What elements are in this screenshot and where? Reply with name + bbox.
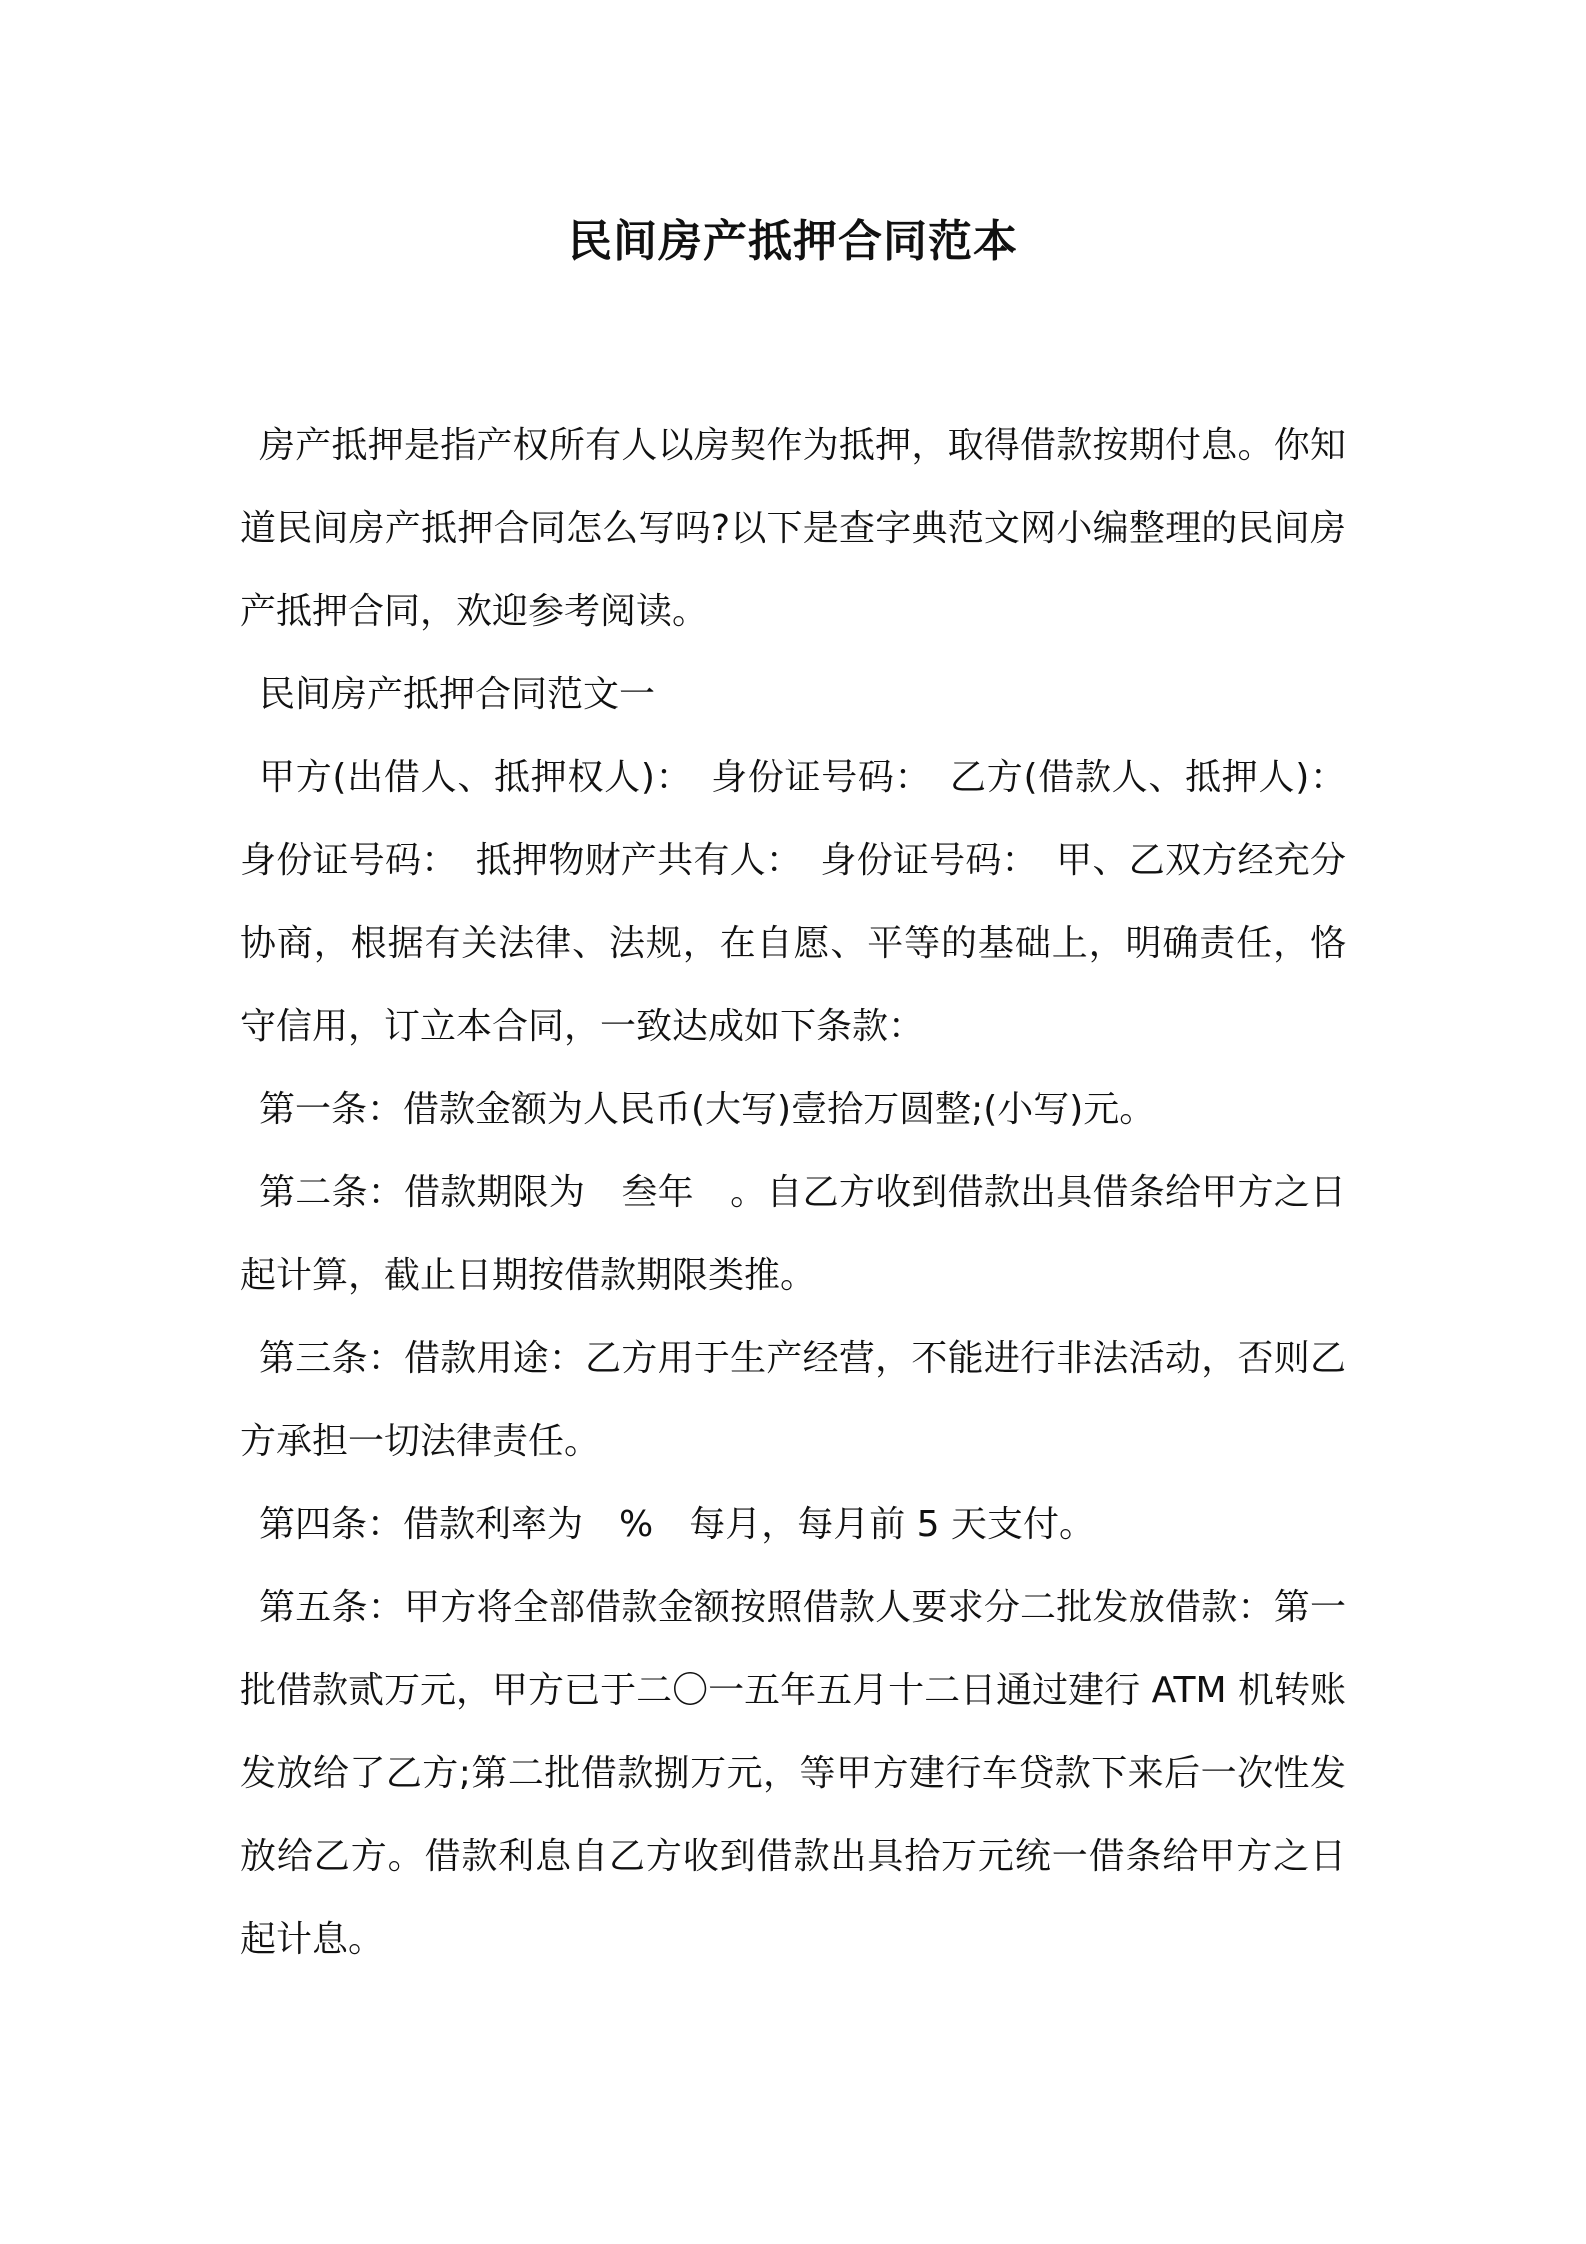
document-body <box>240 404 1346 1981</box>
article-5: 第五条：甲方将全部借款金额按照借款人要求分二批发放借款：第一批借款贰万元，甲方已于二〇一五年五月十二日通过建行 ATM 机转账发放给了乙方;第二批借款捌万元，等甲方建行车贷款下来后一次性发放给乙方。借款利息自乙方收到借款出具拾万元统一借条给甲方之日起计息。 <box>240 1587 1346 1960</box>
page-title: 民间房产抵押合同范本 <box>568 216 1018 267</box>
article-4: 第四条：借款利率为 % 每月，每月前 5 天支付。 <box>259 1504 1095 1545</box>
intro-paragraph: 房产抵押是指产权所有人以房契作为抵押，取得借款按期付息。你知道民间房产抵押合同怎么写吗?以下是查字典范文网小编整理的民间房产抵押合同，欢迎参考阅读。 <box>240 425 1346 632</box>
parties-paragraph: 甲方(出借人、抵押权人)： 身份证号码： 乙方(借款人、抵押人)：身份证号码： 抵押物财产共有人： 身份证号码： 甲、乙双方经充分协商，根据有关法律、法规，在自愿、平等的基础上，明确责任，恪守信用，订立本合同，一致达成如下条款： <box>240 757 1346 1047</box>
section-heading: 民间房产抵押合同范文一 <box>259 674 656 715</box>
article-1: 第一条：借款金额为人民币(大写)壹拾万圆整;(小写)元。 <box>259 1089 1156 1130</box>
article-3: 第三条：借款用途：乙方用于生产经营，不能进行非法活动，否则乙方承担一切法律责任。 <box>240 1338 1346 1462</box>
article-2: 第二条：借款期限为 叁年 。自乙方收到借款出具借条给甲方之日起计算，截止日期按借款期限类推。 <box>240 1172 1346 1296</box>
